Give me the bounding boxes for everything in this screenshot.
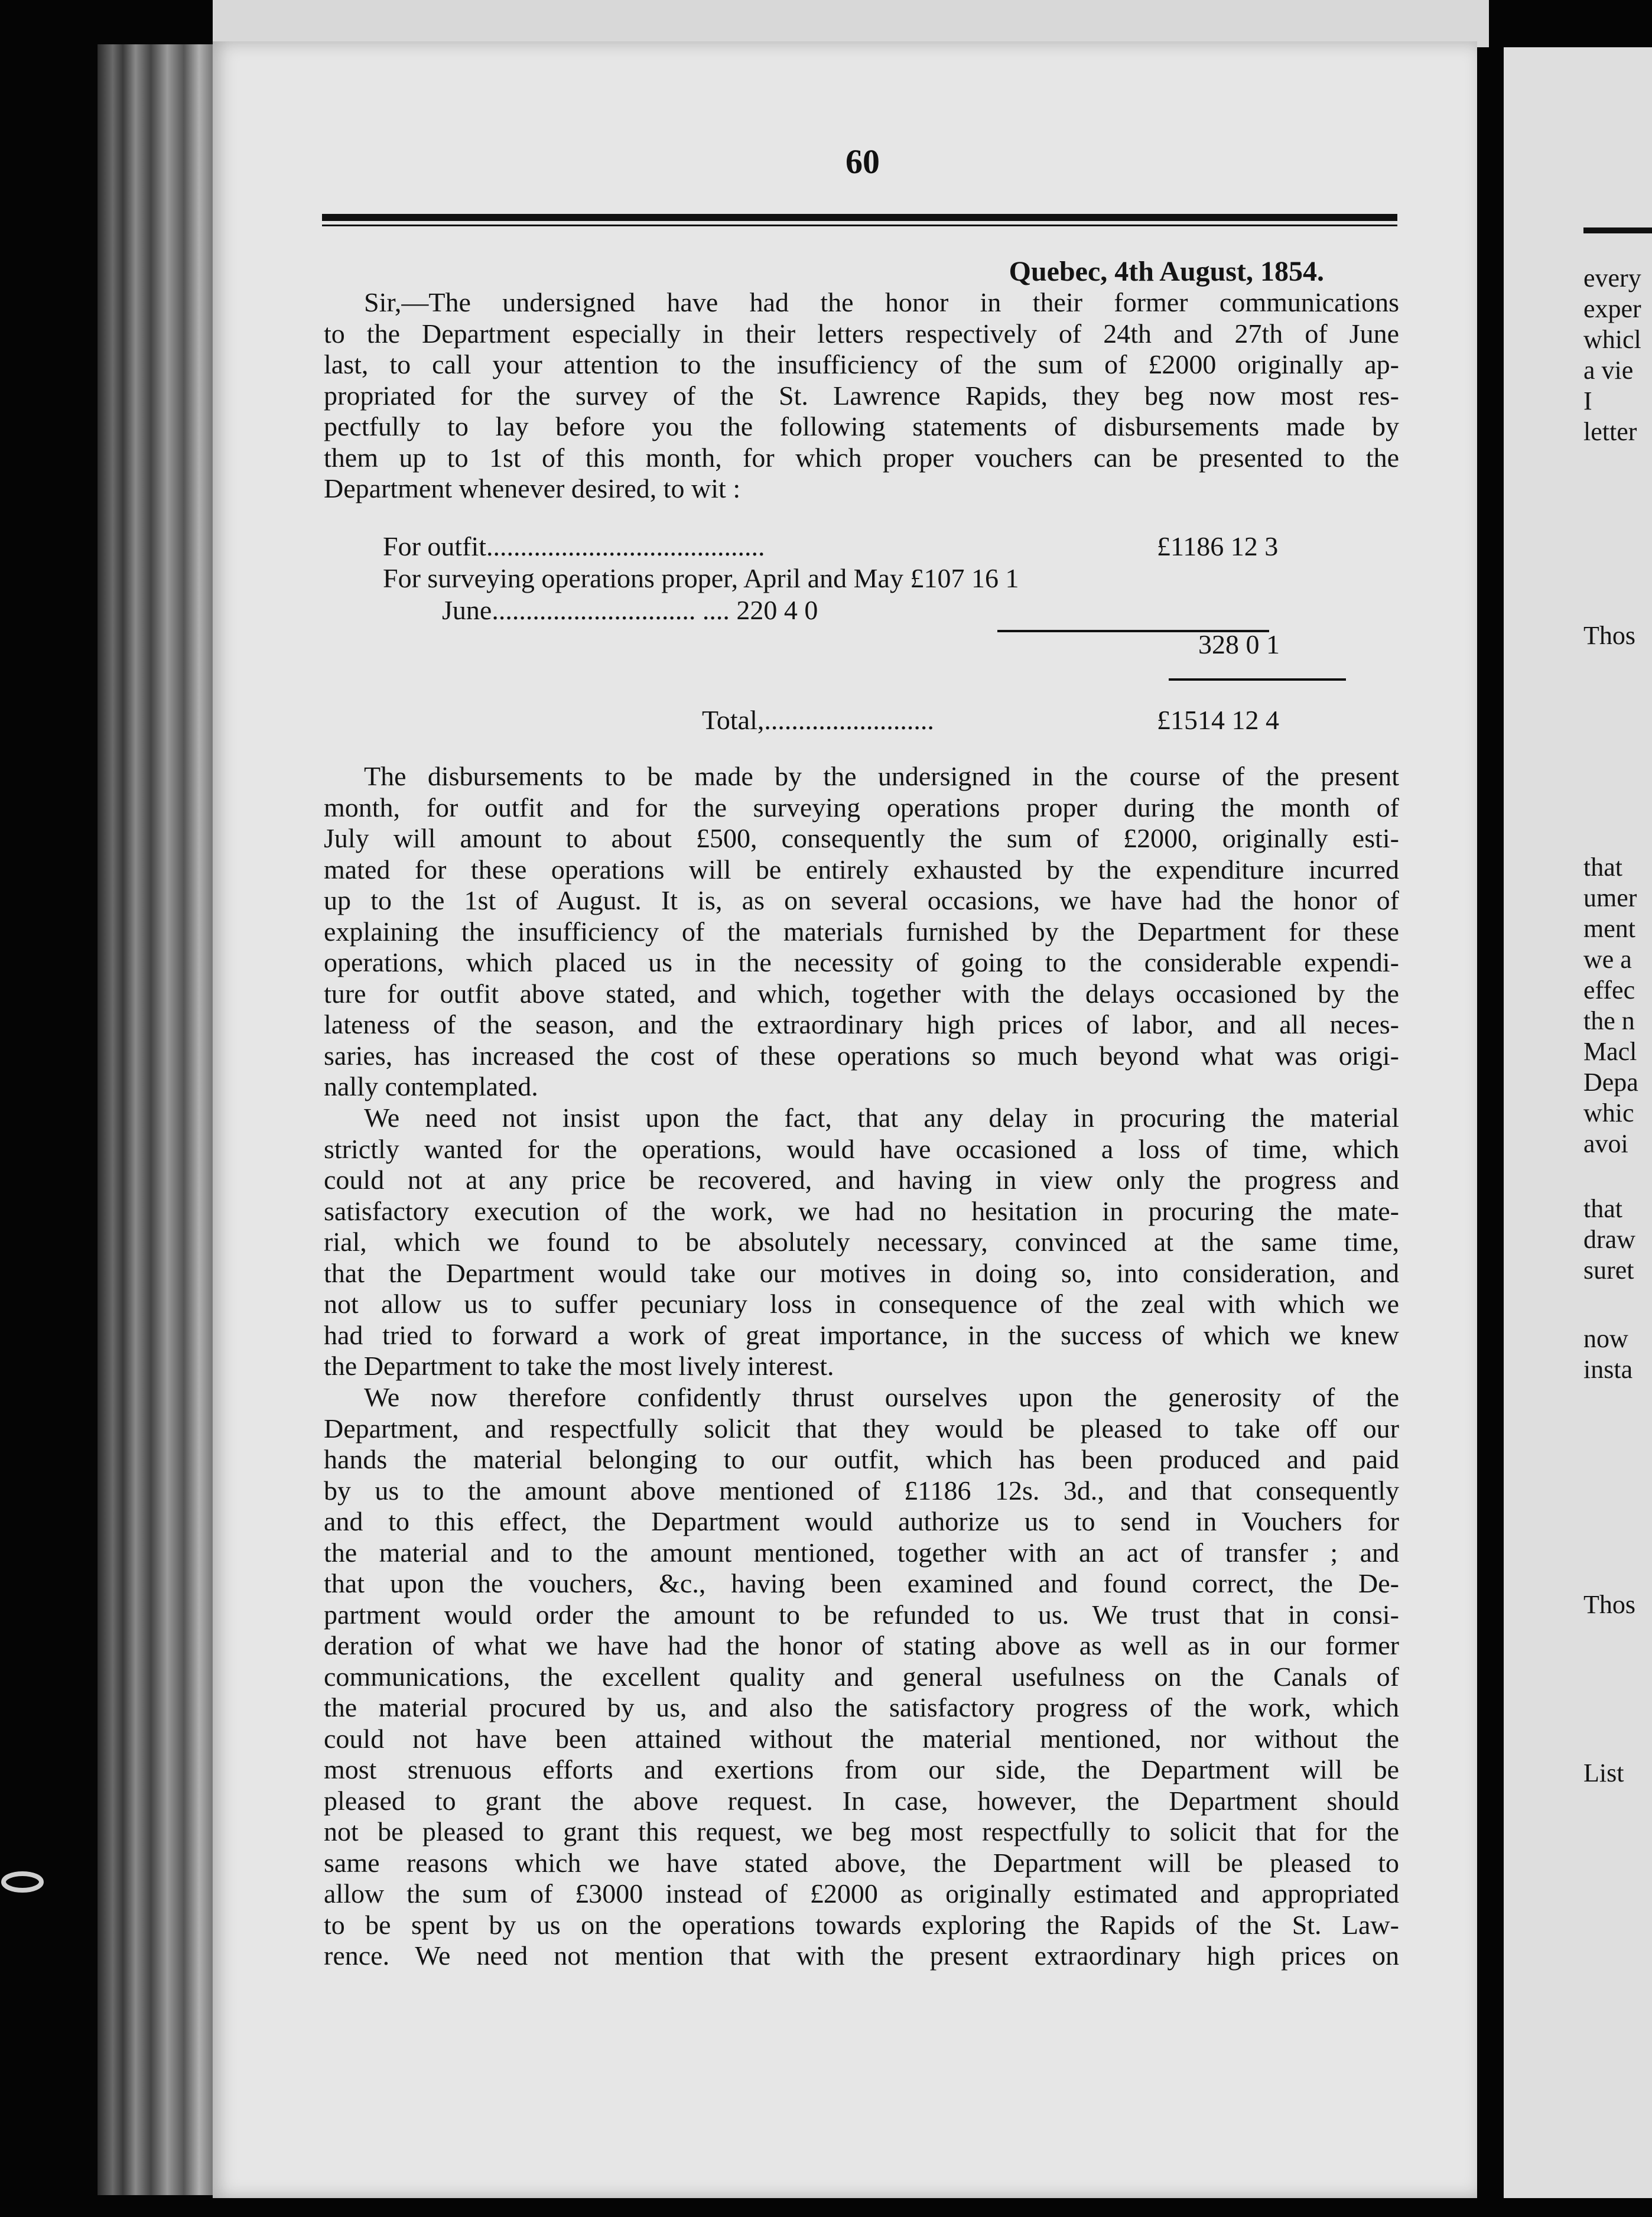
text-line: satisfactory execution of the work, we had no hesitation in procuring the mate- [324, 1195, 1399, 1226]
text-line: to the Department especially in their letters respectively of 24th and 27th of June [324, 318, 1399, 349]
ink-blot-icon [0, 1867, 47, 1897]
survey-april-may: For surveying operations proper, April and May £107 16 1 [383, 563, 1019, 593]
text-line: month, for outfit and for the surveying operations proper during the month of [324, 792, 1399, 823]
text-line: to be spent by us on the operations towards exploring the Rapids of the St. Law- [324, 1909, 1399, 1940]
text-line: could not have been attained without the material mentioned, nor without the [324, 1723, 1399, 1754]
book-binding [97, 44, 225, 2195]
facing-page-fragment: I [1583, 386, 1592, 415]
paragraph-4 [324, 1382, 1399, 1972]
text-line: ture for outfit above stated, and which, together with the delays occasioned by the [324, 978, 1399, 1009]
text-line: rence. We need not mention that with the present extraordinary high prices on [324, 1940, 1399, 1971]
survey-june: June.............................. .... 220 4 0 [442, 595, 818, 625]
text-line: deration of what we have had the honor of stating above as well as in our former [324, 1630, 1399, 1660]
text-line: propriated for the survey of the St. Lawrence Rapids, they beg now most res- [324, 380, 1399, 411]
text-line: allow the sum of £3000 instead of £2000 as originally estimated and appropriated [324, 1878, 1399, 1909]
text-line: partment would order the amount to be refunded to us. We trust that in consi- [324, 1599, 1399, 1630]
facing-page-fragment: we a [1583, 945, 1632, 974]
text-line: pleased to grant the above request. In case, however, the Department should [324, 1785, 1399, 1816]
facing-page-fragment: Depa [1583, 1068, 1638, 1097]
facing-page-fragment: draw [1583, 1225, 1635, 1254]
paragraph-2 [324, 761, 1399, 1103]
facing-page-fragment: letter [1583, 417, 1637, 446]
facing-page-fragment: avoi [1583, 1129, 1628, 1158]
facing-page-fragment: exper [1583, 294, 1641, 323]
text-line: Sir,—The undersigned have had the honor in their former communications [364, 287, 1399, 317]
facing-page-fragment: effec [1583, 976, 1635, 1005]
text-line: The disbursements to be made by the undersigned in the course of the present [364, 761, 1399, 791]
text-line: last, to call your attention to the insufficiency of the sum of £2000 originally ap- [324, 349, 1399, 379]
text-line: nally contemplated. [324, 1071, 538, 1101]
text-line: that the Department would take our motives in doing so, into consideration, and [324, 1257, 1399, 1288]
facing-page-fragment: Macl [1583, 1037, 1637, 1066]
dateline: Quebec, 4th August, 1854. [1009, 256, 1324, 287]
facing-page-fragment: suret [1583, 1256, 1634, 1285]
text-line: the material and to the amount mentioned, together with an act of transfer ; and [324, 1537, 1399, 1568]
header-rule [322, 214, 1397, 221]
paragraph-3 [324, 1103, 1399, 1382]
facing-page-fragment: Thos [1583, 621, 1635, 650]
text-line: pectfully to lay before you the following statements of disbursements made by [324, 411, 1399, 441]
outfit-amount: £1186 12 3 [1157, 531, 1279, 561]
text-line: July will amount to about £500, consequently the sum of £2000, originally esti- [324, 823, 1399, 853]
facing-page-fragment: every [1583, 264, 1641, 292]
text-line: not allow us to suffer pecuniary loss in consequence of the zeal with which we [324, 1289, 1399, 1319]
facing-page-fragment: now [1583, 1324, 1628, 1353]
text-line: them up to 1st of this month, for which proper vouchers can be presented to the [324, 442, 1399, 473]
facing-page-fragment: ment [1583, 914, 1635, 943]
text-line: up to the 1st of August. It is, as on several occasions, we have had the honor of [324, 885, 1399, 915]
text-line: not be pleased to grant this request, we beg most respectfully to solicit that for the [324, 1816, 1399, 1847]
facing-page-fragment: whicl [1583, 325, 1641, 354]
facing-page-fragment: a vie [1583, 356, 1634, 385]
text-line: that upon the vouchers, &c., having been examined and found correct, the De- [324, 1568, 1399, 1598]
text-line: Department, and respectfully solicit that they would be pleased to take off our [324, 1413, 1399, 1444]
text-line: most strenuous efforts and exertions from our side, the Department will be [324, 1754, 1399, 1784]
text-line: by us to the amount above mentioned of £1186 12s. 3d., and that consequently [324, 1475, 1399, 1506]
text-line: had tried to forward a work of great importance, in the success of which we knew [324, 1319, 1399, 1350]
total-rule [1169, 678, 1346, 681]
text-line: communications, the excellent quality and general usefulness on the Canals of [324, 1661, 1399, 1692]
page-number: 60 [845, 142, 880, 181]
facing-page-fragment: the n [1583, 1006, 1635, 1035]
facing-page-fragment: that [1583, 1194, 1622, 1223]
scan-border-top [213, 0, 1489, 47]
text-line: saries, has increased the cost of these operations so much beyond what was origi- [324, 1040, 1399, 1071]
text-line: and to this effect, the Department would authorize us to send in Vouchers for [324, 1506, 1399, 1536]
text-line: operations, which placed us in the necessity of going to the considerable expendi- [324, 947, 1399, 977]
facing-page-rule [1583, 227, 1652, 233]
text-line: We now therefore confidently thrust ourselves upon the generosity of the [364, 1382, 1399, 1412]
text-line: explaining the insufficiency of the materials furnished by the Department for these [324, 916, 1399, 947]
text-line: We need not insist upon the fact, that any delay in procuring the material [364, 1103, 1399, 1133]
outfit-label: For outfit......................................... [383, 531, 765, 561]
facing-page-fragment: Thos [1583, 1590, 1635, 1619]
paragraph-1 [324, 287, 1399, 505]
text-line: lateness of the season, and the extraordinary high prices of labor, and all neces- [324, 1009, 1399, 1039]
subtotal-amount: 328 0 1 [1198, 629, 1280, 659]
text-line: the material procured by us, and also the satisfactory progress of the work, which [324, 1692, 1399, 1722]
facing-page-fragment: umer [1583, 883, 1637, 912]
text-line: the Department to take the most lively interest. [324, 1351, 834, 1381]
total-label: Total,......................... [702, 705, 934, 735]
facing-page-fragment: whic [1583, 1098, 1634, 1127]
facing-page-fragment: insta [1583, 1355, 1633, 1384]
facing-page-fragment: that [1583, 853, 1622, 882]
text-line: rial, which we found to be absolutely necessary, convinced at the same time, [324, 1227, 1399, 1257]
text-line: strictly wanted for the operations, would have occasioned a loss of time, which [324, 1133, 1399, 1164]
total-amount: £1514 12 4 [1157, 705, 1279, 735]
text-line: same reasons which we have stated above, the Department will be pleased to [324, 1847, 1399, 1878]
text-line: hands the material belonging to our outfit, which has been produced and paid [324, 1444, 1399, 1474]
text-line: Department whenever desired, to wit : [324, 473, 741, 503]
header-rule-thin [322, 225, 1397, 226]
text-line: mated for these operations will be entirely exhausted by the expenditure incurred [324, 854, 1399, 885]
facing-page-fragment: List [1583, 1758, 1624, 1787]
text-line: could not at any price be recovered, and having in view only the progress and [324, 1165, 1399, 1195]
